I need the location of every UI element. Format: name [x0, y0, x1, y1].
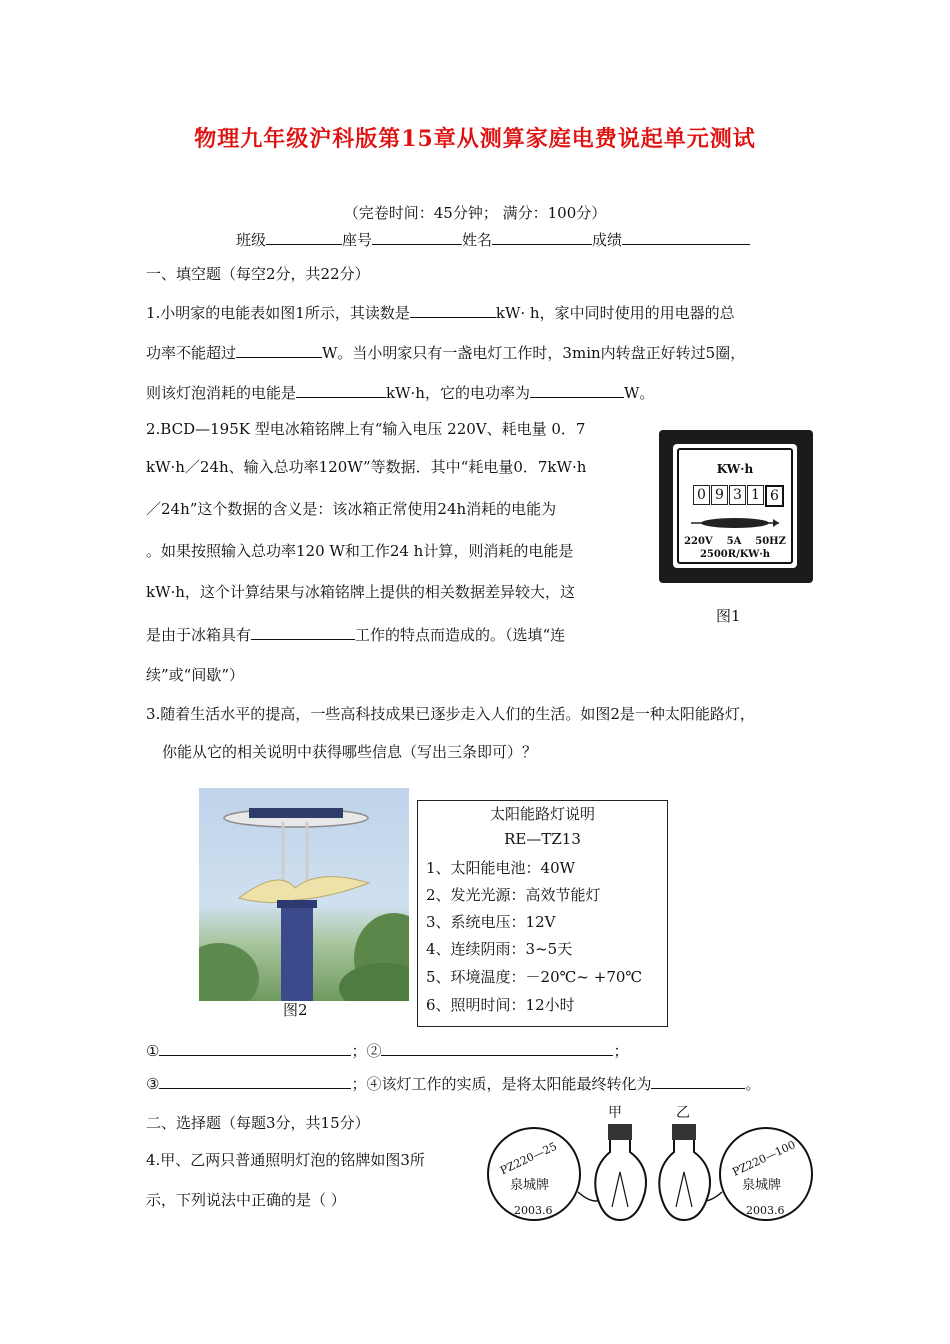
spec-item: 4、连续阴雨：3~5天 — [426, 940, 573, 958]
q1-blank-lamp-power[interactable] — [530, 381, 624, 398]
q2-line4: 。如果按照输入总功率120 W和工作24 h计算，则消耗的电能是 — [146, 542, 574, 560]
left-bulb-spec: PZ220—25 — [498, 1139, 559, 1178]
q3-blank-1[interactable] — [159, 1039, 351, 1056]
spec-item: 6、照明时间：12小时 — [426, 996, 575, 1014]
right-bulb-spec: PZ220—100 — [730, 1138, 798, 1179]
q4-line1: 4.甲、乙两只普通照明灯泡的铭牌如图3所 — [146, 1151, 425, 1169]
q3-line1: 3.随着生活水平的提高，一些高科技成果已逐步走入人们的生活。如图2是一种太阳能路灯， — [146, 705, 755, 723]
q1-text: W。 — [623, 384, 655, 402]
q1-text: kW· h，家中同时使用的用电器的总 — [495, 304, 735, 322]
q3-text: 。 — [745, 1075, 761, 1093]
q2-line5: kW·h，这个计算结果与冰箱铭牌上提供的相关数据差异较大，这 — [146, 583, 575, 601]
page-title: 物理九年级沪科版第15章从测算家庭电费说起单元测试 — [194, 126, 756, 152]
q1-blank-power[interactable] — [236, 341, 322, 358]
spec-model: RE—TZ13 — [504, 830, 581, 848]
meter-face — [673, 444, 797, 568]
bulb-jia-label: 甲 — [608, 1105, 622, 1121]
q1-line3 — [146, 381, 654, 403]
q1-blank-reading[interactable] — [410, 301, 496, 318]
spec-item: 5、环境温度：－20℃~ +70℃ — [426, 968, 643, 986]
student-fields — [236, 228, 750, 250]
right-bulb-date: 2003.6 — [746, 1204, 785, 1217]
q2-text: 工作的特点而造成的。（选填“连 — [355, 626, 566, 644]
name-blank[interactable] — [492, 228, 592, 245]
q4-line2: 示，下列说法中正确的是（ ） — [146, 1191, 346, 1209]
seat-blank[interactable] — [372, 228, 462, 245]
spec-item: 3、系统电压：12V — [426, 913, 556, 931]
figure1-caption: 图1 — [716, 607, 741, 625]
meter-digit: 9 — [711, 485, 728, 505]
class-label: 班级 — [236, 231, 267, 249]
score-blank[interactable] — [622, 228, 750, 245]
q3-text: ③ — [146, 1075, 160, 1093]
q1-line2 — [146, 341, 745, 363]
q1-text: W。当小明家只有一盏电灯工作时，3min内转盘正好转过5圈， — [322, 344, 746, 362]
seat-label: 座号 — [342, 231, 373, 249]
q3-line2: 你能从它的相关说明中获得哪些信息（写出三条即可）？ — [162, 743, 538, 761]
q3-answer-row2 — [146, 1072, 760, 1094]
q2-line7: 续”或“间歇”） — [146, 666, 245, 684]
meter-panel — [677, 448, 793, 564]
class-blank[interactable] — [266, 228, 342, 245]
score-label: 成绩 — [592, 231, 623, 249]
q1-text: 则该灯泡消耗的电能是 — [146, 384, 297, 402]
spec-item: 2、发光光源：高效节能灯 — [426, 886, 601, 904]
q2-line6 — [146, 623, 565, 645]
figure2-caption: 图2 — [283, 1001, 308, 1019]
q3-text: ；② — [351, 1042, 382, 1060]
right-bulb-brand: 泉城牌 — [742, 1178, 782, 1193]
q2-line2: kW·h／24h、输入总功率120W”等数据．其中“耗电量0．7kW·h — [146, 458, 587, 476]
name-label: 姓名 — [462, 231, 493, 249]
q2-text: 是由于冰箱具有 — [146, 626, 252, 644]
spec-item: 1、太阳能电池：40W — [426, 859, 576, 877]
meter-unit: KW·h — [716, 462, 754, 476]
q2-line1: 2.BCD—195K 型电冰箱铭牌上有“输入电压 220V、耗电量 0．7 — [146, 420, 586, 438]
q3-answer-row1 — [146, 1039, 628, 1061]
left-bulb-date: 2003.6 — [514, 1204, 553, 1217]
light-bulbs-figure — [480, 1105, 820, 1230]
q3-blank-3[interactable] — [159, 1072, 351, 1089]
q3-text: ； — [613, 1042, 629, 1060]
section1-heading: 一、填空题（每空2分，共22分） — [146, 265, 370, 283]
q3-text: ；④该灯工作的实质，是将太阳能最终转化为 — [351, 1075, 652, 1093]
q1-text: 1.小明家的电能表如图1所示，其读数是 — [146, 304, 410, 322]
meter-digit: 6 — [765, 485, 784, 507]
meter-disc-icon — [689, 516, 781, 530]
spec-title: 太阳能路灯说明 — [489, 805, 595, 823]
meter-rev: 2500R/KW·h — [699, 549, 771, 560]
solar-streetlight-photo — [199, 788, 409, 1001]
meter-digit: 0 — [693, 485, 710, 505]
bulb-yi-label: 乙 — [676, 1105, 690, 1121]
q1-text: kW·h，它的电功率为 — [386, 384, 530, 402]
q1-line1 — [146, 301, 735, 323]
left-bulb-brand: 泉城牌 — [510, 1178, 550, 1193]
meter-specs: 220V 5A 50HZ — [684, 536, 786, 547]
section2-heading: 二、选择题（每题3分，共15分） — [146, 1114, 370, 1132]
energy-meter-figure — [659, 430, 813, 583]
q1-text: 功率不能超过 — [146, 344, 237, 362]
q3-blank-2[interactable] — [381, 1039, 613, 1056]
q2-blank-mode[interactable] — [251, 623, 355, 640]
solar-streetlight-icon — [199, 788, 409, 1001]
meter-digit: 3 — [729, 485, 746, 505]
q3-text: ① — [146, 1042, 160, 1060]
meter-digit: 1 — [747, 485, 764, 505]
streetlight-spec-box — [417, 800, 668, 1027]
exam-info: （完卷时间：45分钟； 满分：100分） — [343, 204, 607, 222]
q2-line3: ／24h”这个数据的含义是：该冰箱正常使用24h消耗的电能为 — [146, 500, 557, 518]
q3-blank-4[interactable] — [651, 1072, 745, 1089]
meter-digits — [693, 485, 785, 507]
q1-blank-energy[interactable] — [296, 381, 386, 398]
